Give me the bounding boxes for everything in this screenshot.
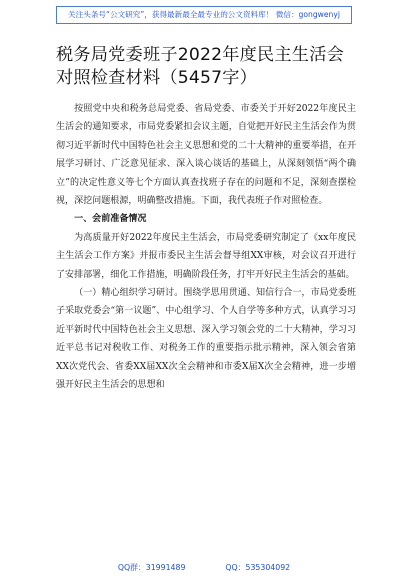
intro-paragraph: 按照党中央和税务总局党委、省局党委、市委关于开好2022年度民主生活会的通知要求，市局党委紧扣会议主题，自觉把开好民主生活会作为贯彻习近平新时代中国特色社会主义思想和党的二十大精神的重要举措，在开展学习研讨、广泛意见征求、深入谈心谈话的基础上，从深刻领悟“两个确立”的决定性意义等七个方面认真查找班子存在的问题和不足，深刻查摆检视，深挖问题根源，明确整改措施。下面，我代表班子作对照检查。: [56, 104, 356, 207]
section-heading: 一、会前准备情况: [74, 214, 147, 225]
footer-qq-group: QQ群：31991489: [117, 563, 186, 572]
footer-qq: QQ：535304092: [225, 563, 291, 572]
promo-banner: [56, 6, 352, 24]
footer-contact: [0, 562, 408, 574]
section-paragraph: （一）精心组织学习研讨。围绕学思用贯通、知信行合一，市局党委班子采取党委会“第一议题”、中心组学习、个人自学等多种方式，认真学习习近平新时代中国特色社会主义思想、深入学习领会党的二十大精神，学习习近平总书记对税收工作、对税务工作的重要指示批示精神，深入领会省第XX次党代会、省委XX届XX次全会精神和市委X届X次全会精神，进一步增强开好民主生活会的思想和: [56, 288, 356, 391]
section-paragraph: 为高质量开好2022年度民主生活会，市局党委研究制定了《xx年度民主生活会工作方案》并报市委民主生活会督导组XX审核，对会议召开进行了安排部署，细化工作措施，明确阶段任务，打牢开好民主生活会的基础。: [56, 232, 356, 280]
document-title: 税务局党委班子2022年度民主生活会对照检查材料（5457字）: [56, 45, 344, 88]
document-body: [56, 100, 356, 395]
promo-banner-text: 关注头条号“公文研究”，获得最新最全最专业的公文资料库！ 微信：gongwenyj: [68, 10, 340, 19]
